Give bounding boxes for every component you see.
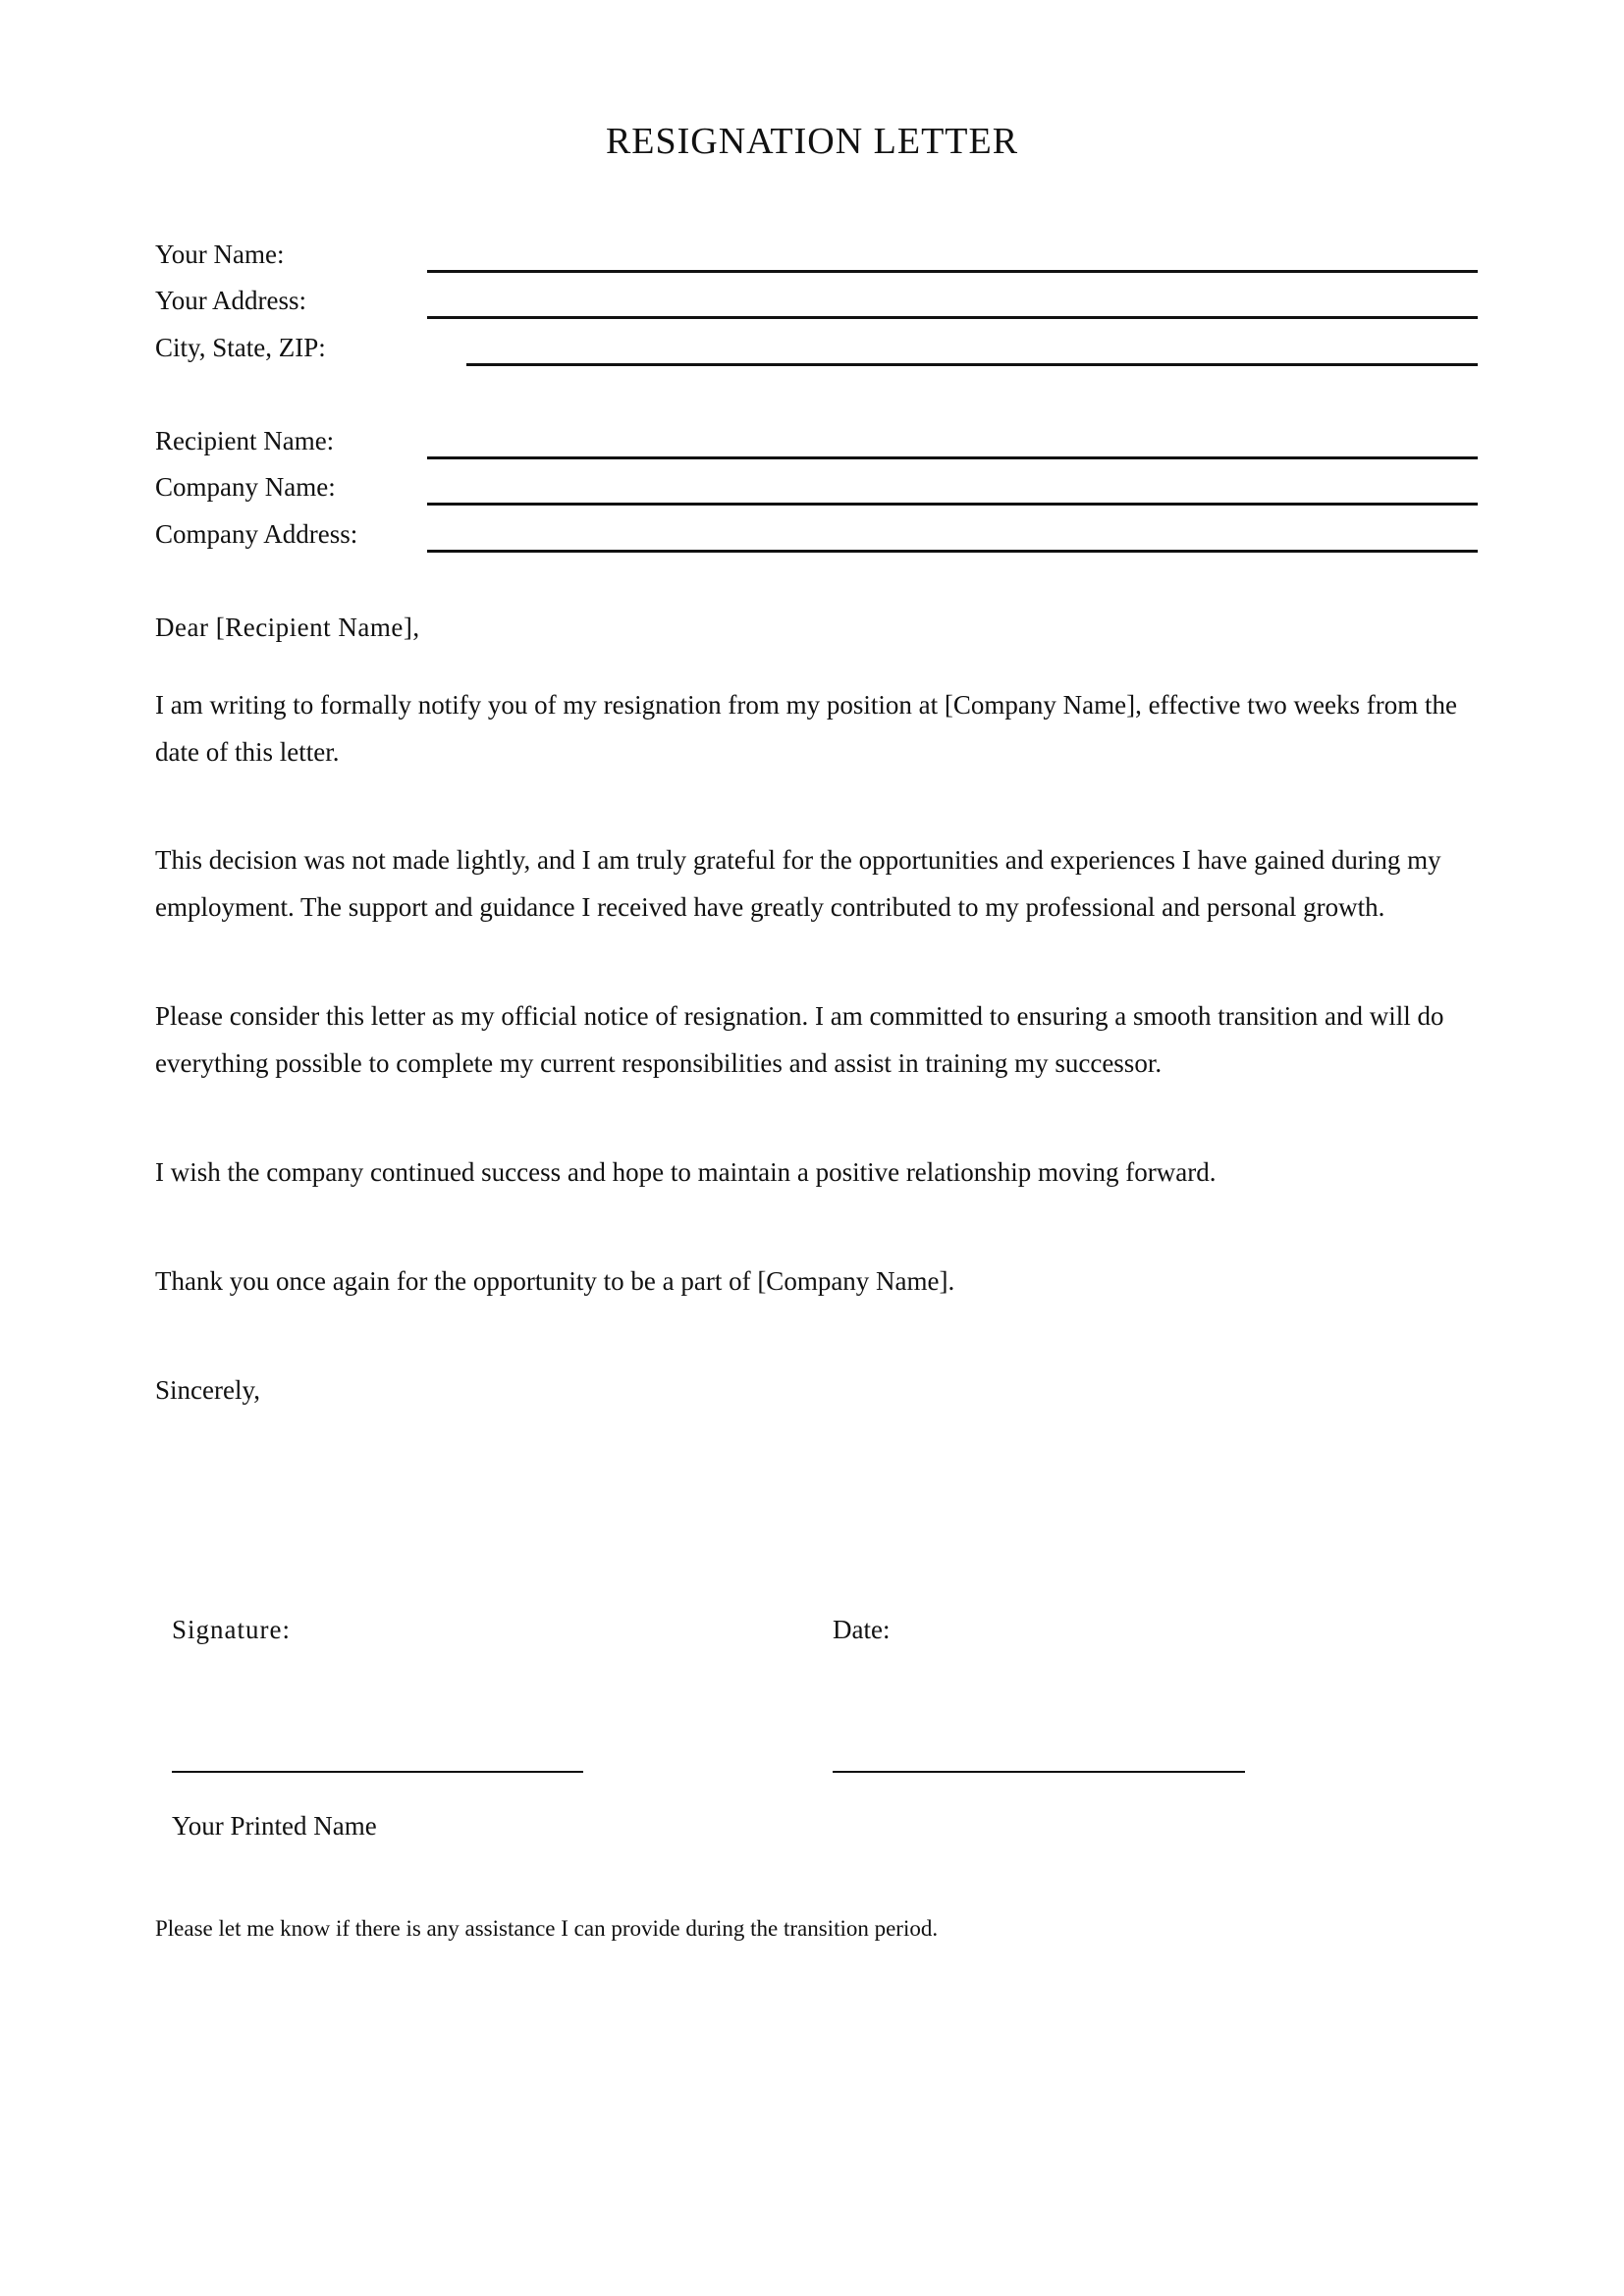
your-address-label: Your Address: [155, 286, 307, 315]
city-state-zip-field[interactable] [466, 363, 1478, 366]
body-paragraph-4: I wish the company continued success and hope to maintain a positive relationship moving forward. [155, 1157, 1217, 1187]
company-name-label: Company Name: [155, 472, 336, 502]
your-name-field[interactable] [427, 270, 1478, 273]
page-title: RESIGNATION LETTER [605, 121, 1019, 162]
recipient-name-label: Recipient Name: [155, 426, 335, 455]
signature-label: Signature: [172, 1615, 291, 1644]
salutation: Dear [Recipient Name], [155, 613, 420, 642]
your-address-field[interactable] [427, 316, 1478, 319]
body-paragraph-1: I am writing to formally notify you of my resignation from my position at [Company Name], effective two weeks from the date of this letter. [155, 690, 1457, 767]
company-address-label: Company Address: [155, 519, 358, 549]
printed-name-label: Your Printed Name [172, 1811, 377, 1841]
body-paragraph-5: Thank you once again for the opportunity to be a part of [Company Name]. [155, 1266, 955, 1296]
closing: Sincerely, [155, 1375, 260, 1405]
body-paragraph-3: Please consider this letter as my official notice of resignation. I am committed to ensuring a smooth transition and will do everything possible to complete my current responsibilities and assist in training my successor. [155, 1001, 1444, 1078]
your-name-label: Your Name: [155, 240, 285, 269]
footnote: Please let me know if there is any assistance I can provide during the transition period. [155, 1916, 939, 1941]
company-address-field[interactable] [427, 550, 1478, 553]
date-label: Date: [833, 1615, 891, 1644]
city-state-zip-label: City, State, ZIP: [155, 333, 326, 362]
signature-line[interactable] [172, 1771, 583, 1773]
recipient-name-field[interactable] [427, 456, 1478, 459]
company-name-field[interactable] [427, 503, 1478, 506]
body-paragraph-2: This decision was not made lightly, and I am truly grateful for the opportunities and experiences I have gained during my employment. The support and guidance I received have greatly contributed to my professional and personal growth. [155, 845, 1441, 922]
date-line[interactable] [833, 1771, 1245, 1773]
